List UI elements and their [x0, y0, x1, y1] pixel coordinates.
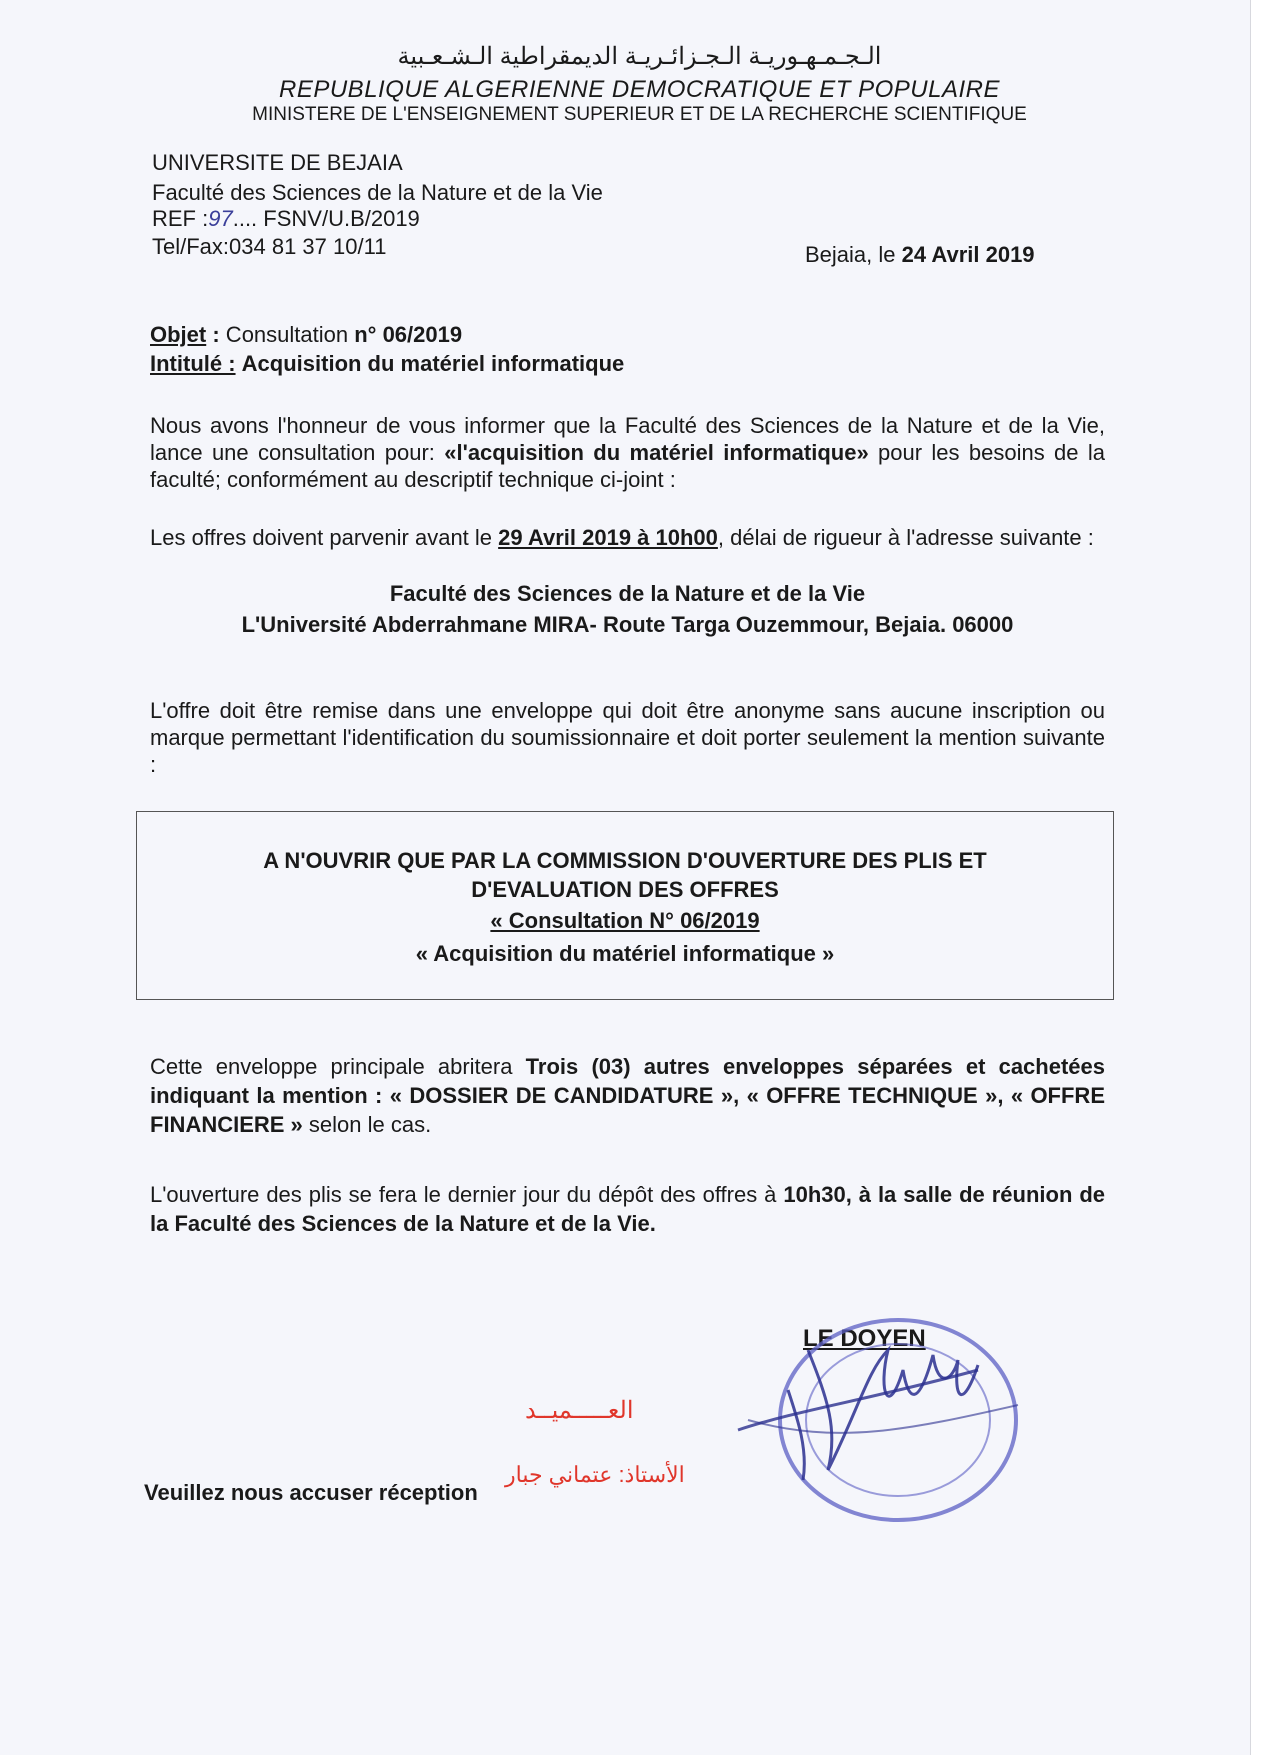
contents-end: selon le cas.: [302, 1112, 432, 1137]
doyen-title: LE DOYEN: [803, 1325, 926, 1352]
objet-line: Objet : Consultation n° 06/2019: [150, 322, 463, 347]
letter-date: [805, 242, 1035, 268]
contents-text: Cette enveloppe principale abritera: [150, 1054, 526, 1079]
box-line-1: A N'OUVRIR QUE PAR LA COMMISSION D'OUVERTURE DES PLIS ET: [263, 848, 987, 873]
paragraph-opening: [150, 1180, 1105, 1238]
intitule-line: [150, 351, 624, 377]
ref-suffix: .... FSNV/U.B/2019: [232, 206, 420, 231]
university-name: UNIVERSITE DE BEJAIA: [152, 150, 403, 175]
intitule-text: Acquisition du matériel informatique: [241, 351, 625, 376]
intitule-label: Intitulé :: [150, 351, 236, 376]
intro-end: pour les besoins de la faculté; conformément au descriptif technique ci-joint :: [150, 440, 1105, 492]
address-line-2: L'Université Abderrahmane MIRA- Route Targa Ouzemmour, Bejaia. 06000: [241, 612, 1014, 637]
opening-details: 10h30, à la salle de réunion de la Faculté des Sciences de la Nature et de la Vie.: [150, 1182, 1105, 1236]
signature-scribble: [788, 1350, 978, 1480]
page-edge: [1250, 0, 1279, 1755]
arabic-header: الـجـمـهـوريـة الـجـزائـريـة الديمقراطية الـشـعـبية: [397, 43, 882, 70]
deadline-text: Les offres doivent parvenir avant le: [150, 525, 499, 550]
objet-label: Objet: [150, 322, 207, 347]
box-line-4: « Acquisition du matériel informatique »: [415, 941, 835, 966]
box-line-3: [137, 908, 1113, 934]
address-line-1: Faculté des Sciences de la Nature et de la Vie: [389, 581, 866, 606]
stamp-name-arabic: الأستاذ: عتماني جبار: [505, 1462, 685, 1487]
acknowledge-receipt: Veuillez nous accuser réception: [144, 1480, 478, 1505]
reference: [152, 206, 420, 232]
mention-box: [136, 811, 1114, 1000]
deadline-end: , délai de rigueur à l'adresse suivante :: [717, 525, 1094, 550]
paragraph-intro: [150, 412, 1105, 493]
objet-number: n° 06/2019: [354, 322, 463, 347]
tel-fax: Tel/Fax:034 81 37 10/11: [152, 234, 387, 259]
paragraph-deadline: [150, 524, 1105, 551]
contents-mentions: Trois (03) autres enveloppes séparées et cachetées indiquant la mention : « DOSSIER DE CANDIDATURE », « OFFRE TECHNIQUE », « OFFRE FINANCIERE »: [150, 1054, 1105, 1137]
intro-subject: «l'acquisition du matériel informatique»: [444, 440, 869, 465]
republic-header: REPUBLIQUE ALGERIENNE DEMOCRATIQUE ET POPULAIRE: [279, 76, 1000, 103]
box-line-2: D'EVALUATION DES OFFRES: [471, 877, 779, 902]
opening-text: L'ouverture des plis se fera le dernier jour du dépôt des offres à: [150, 1182, 784, 1207]
faculty-name: Faculté des Sciences de la Nature et de la Vie: [152, 180, 603, 205]
intro-text: Nous avons l'honneur de vous informer que la Faculté des Sciences de la Nature et de la Vie, lance une consultation pour:: [150, 413, 1105, 465]
stamp-dean-arabic: العـــــميــد: [525, 1397, 634, 1424]
deadline-date: 29 Avril 2019 à 10h00: [498, 525, 718, 550]
date-value: 24 Avril 2019: [901, 242, 1035, 267]
ministry-header: MINISTERE DE L'ENSEIGNEMENT SUPERIEUR ET DE LA RECHERCHE SCIENTIFIQUE: [252, 104, 1027, 125]
box-consultation: « Consultation N° 06/2019: [490, 908, 760, 933]
objet-text: Consultation: [219, 322, 355, 347]
official-stamp: [718, 1310, 1068, 1560]
ref-number: 97: [208, 206, 233, 231]
paragraph-envelope: L'offre doit être remise dans une enveloppe qui doit être anonyme sans aucune inscription ou marque permettant l'identification du soumissionnaire et doit porter seulement la mention suivante :: [150, 698, 1105, 777]
date-prefix: Bejaia, le: [805, 242, 902, 267]
ref-prefix: REF :: [152, 206, 209, 231]
paragraph-contents: [150, 1052, 1105, 1139]
